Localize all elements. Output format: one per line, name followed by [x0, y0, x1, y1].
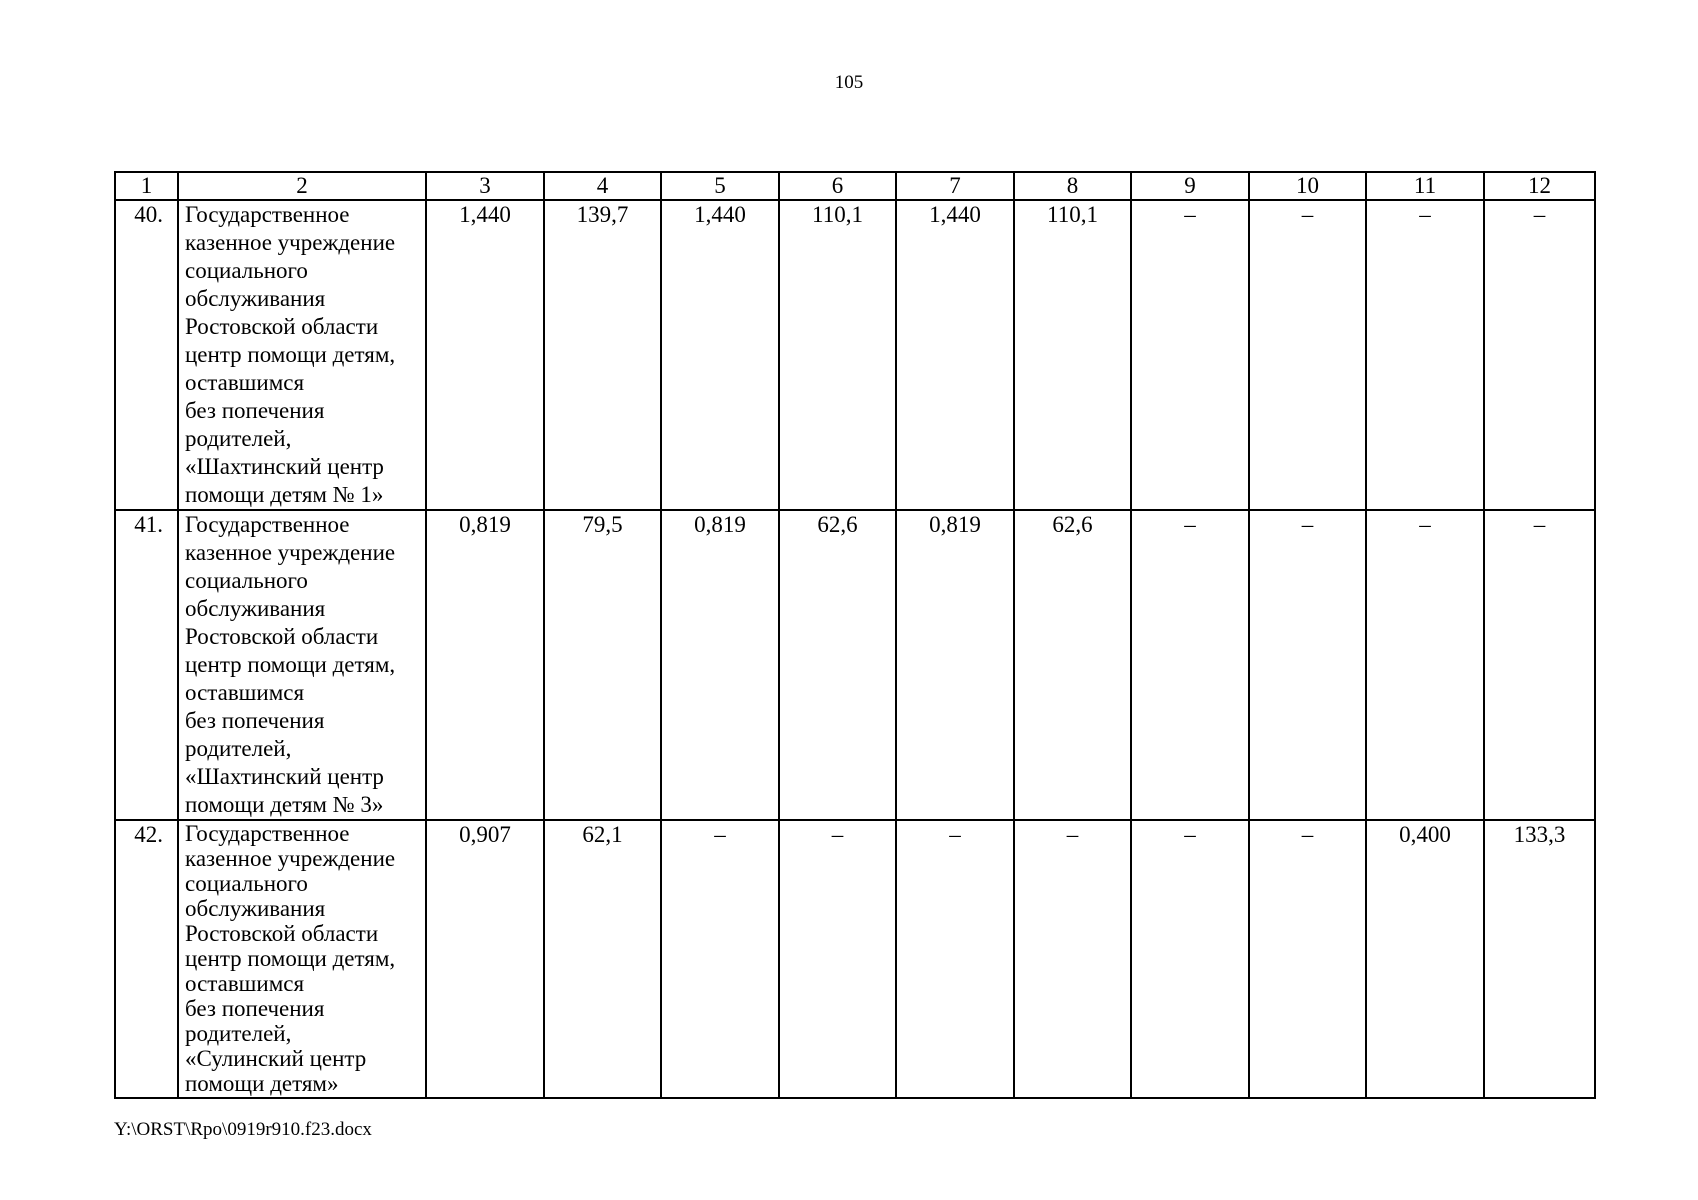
value-cell: 133,3 — [1484, 820, 1595, 1098]
name-line: Ростовской области — [185, 921, 379, 946]
value-cell: – — [1249, 200, 1366, 510]
value-cell: 0,400 — [1366, 820, 1484, 1098]
name-line: Ростовской области — [185, 314, 379, 339]
name-line: без попечения — [185, 708, 325, 733]
column-header: 1 — [115, 172, 178, 200]
column-header: 2 — [178, 172, 426, 200]
name-line: Государственное — [185, 202, 350, 227]
column-header: 10 — [1249, 172, 1366, 200]
value-cell: 0,907 — [426, 820, 544, 1098]
name-line: помощи детям № 1» — [185, 482, 384, 507]
name-line: родителей, — [185, 426, 292, 451]
name-line: без попечения — [185, 398, 325, 423]
table-row — [115, 820, 1595, 1098]
value-cell: – — [1484, 200, 1595, 510]
institution-name — [178, 200, 426, 510]
table-header-row — [115, 172, 1595, 200]
value-cell: 1,440 — [426, 200, 544, 510]
value-cell: – — [1131, 820, 1249, 1098]
value-cell: – — [1249, 510, 1366, 820]
name-line: оставшимся — [185, 680, 305, 705]
column-header: 4 — [544, 172, 661, 200]
value-cell: – — [779, 820, 896, 1098]
column-header: 3 — [426, 172, 544, 200]
institution-name — [178, 510, 426, 820]
name-line: обслуживания — [185, 286, 326, 311]
name-line: Государственное — [185, 512, 350, 537]
value-cell: – — [1249, 820, 1366, 1098]
name-line: центр помощи детям, — [185, 342, 396, 367]
value-cell: – — [1366, 510, 1484, 820]
value-cell: 0,819 — [661, 510, 779, 820]
name-line: казенное учреждение — [185, 540, 396, 565]
value-cell: 0,819 — [896, 510, 1014, 820]
institution-name — [178, 820, 426, 1098]
value-cell: 62,1 — [544, 820, 661, 1098]
name-line: помощи детям» — [185, 1071, 339, 1096]
value-cell: – — [1484, 510, 1595, 820]
value-cell: 62,6 — [1014, 510, 1131, 820]
data-table — [114, 171, 1596, 1099]
name-line: обслуживания — [185, 596, 326, 621]
column-header: 5 — [661, 172, 779, 200]
row-number: 41. — [115, 510, 178, 820]
value-cell: – — [1131, 510, 1249, 820]
value-cell: 79,5 — [544, 510, 661, 820]
row-number: 40. — [115, 200, 178, 510]
document-file-path: Y:\ORST\Rpo\0919r910.f23.docx — [114, 1119, 372, 1140]
column-header: 11 — [1366, 172, 1484, 200]
name-line: родителей, — [185, 736, 292, 761]
name-line: «Сулинский центр — [185, 1046, 367, 1071]
name-line: оставшимся — [185, 370, 305, 395]
name-line: социального — [185, 258, 308, 283]
value-cell: 1,440 — [896, 200, 1014, 510]
name-line: помощи детям № 3» — [185, 792, 384, 817]
name-line: «Шахтинский центр — [185, 764, 384, 789]
value-cell: 0,819 — [426, 510, 544, 820]
column-header: 8 — [1014, 172, 1131, 200]
name-line: социального — [185, 568, 308, 593]
value-cell: 1,440 — [661, 200, 779, 510]
table-row — [115, 510, 1595, 820]
value-cell: – — [661, 820, 779, 1098]
table-row — [115, 200, 1595, 510]
name-line: центр помощи детям, — [185, 946, 396, 971]
name-line: Ростовской области — [185, 624, 379, 649]
name-line: казенное учреждение — [185, 846, 396, 871]
name-line: Государственное — [185, 821, 350, 846]
value-cell: 62,6 — [779, 510, 896, 820]
name-line: «Шахтинский центр — [185, 454, 384, 479]
value-cell: – — [1014, 820, 1131, 1098]
column-header: 7 — [896, 172, 1014, 200]
value-cell: 110,1 — [1014, 200, 1131, 510]
name-line: социального — [185, 871, 308, 896]
column-header: 12 — [1484, 172, 1595, 200]
column-header: 9 — [1131, 172, 1249, 200]
row-number: 42. — [115, 820, 178, 1098]
column-header: 6 — [779, 172, 896, 200]
value-cell: 139,7 — [544, 200, 661, 510]
name-line: без попечения — [185, 996, 325, 1021]
value-cell: – — [896, 820, 1014, 1098]
name-line: оставшимся — [185, 971, 305, 996]
value-cell: – — [1131, 200, 1249, 510]
name-line: центр помощи детям, — [185, 652, 396, 677]
value-cell: 110,1 — [779, 200, 896, 510]
name-line: обслуживания — [185, 896, 326, 921]
page-number: 105 — [834, 72, 864, 93]
name-line: казенное учреждение — [185, 230, 396, 255]
value-cell: – — [1366, 200, 1484, 510]
name-line: родителей, — [185, 1021, 292, 1046]
